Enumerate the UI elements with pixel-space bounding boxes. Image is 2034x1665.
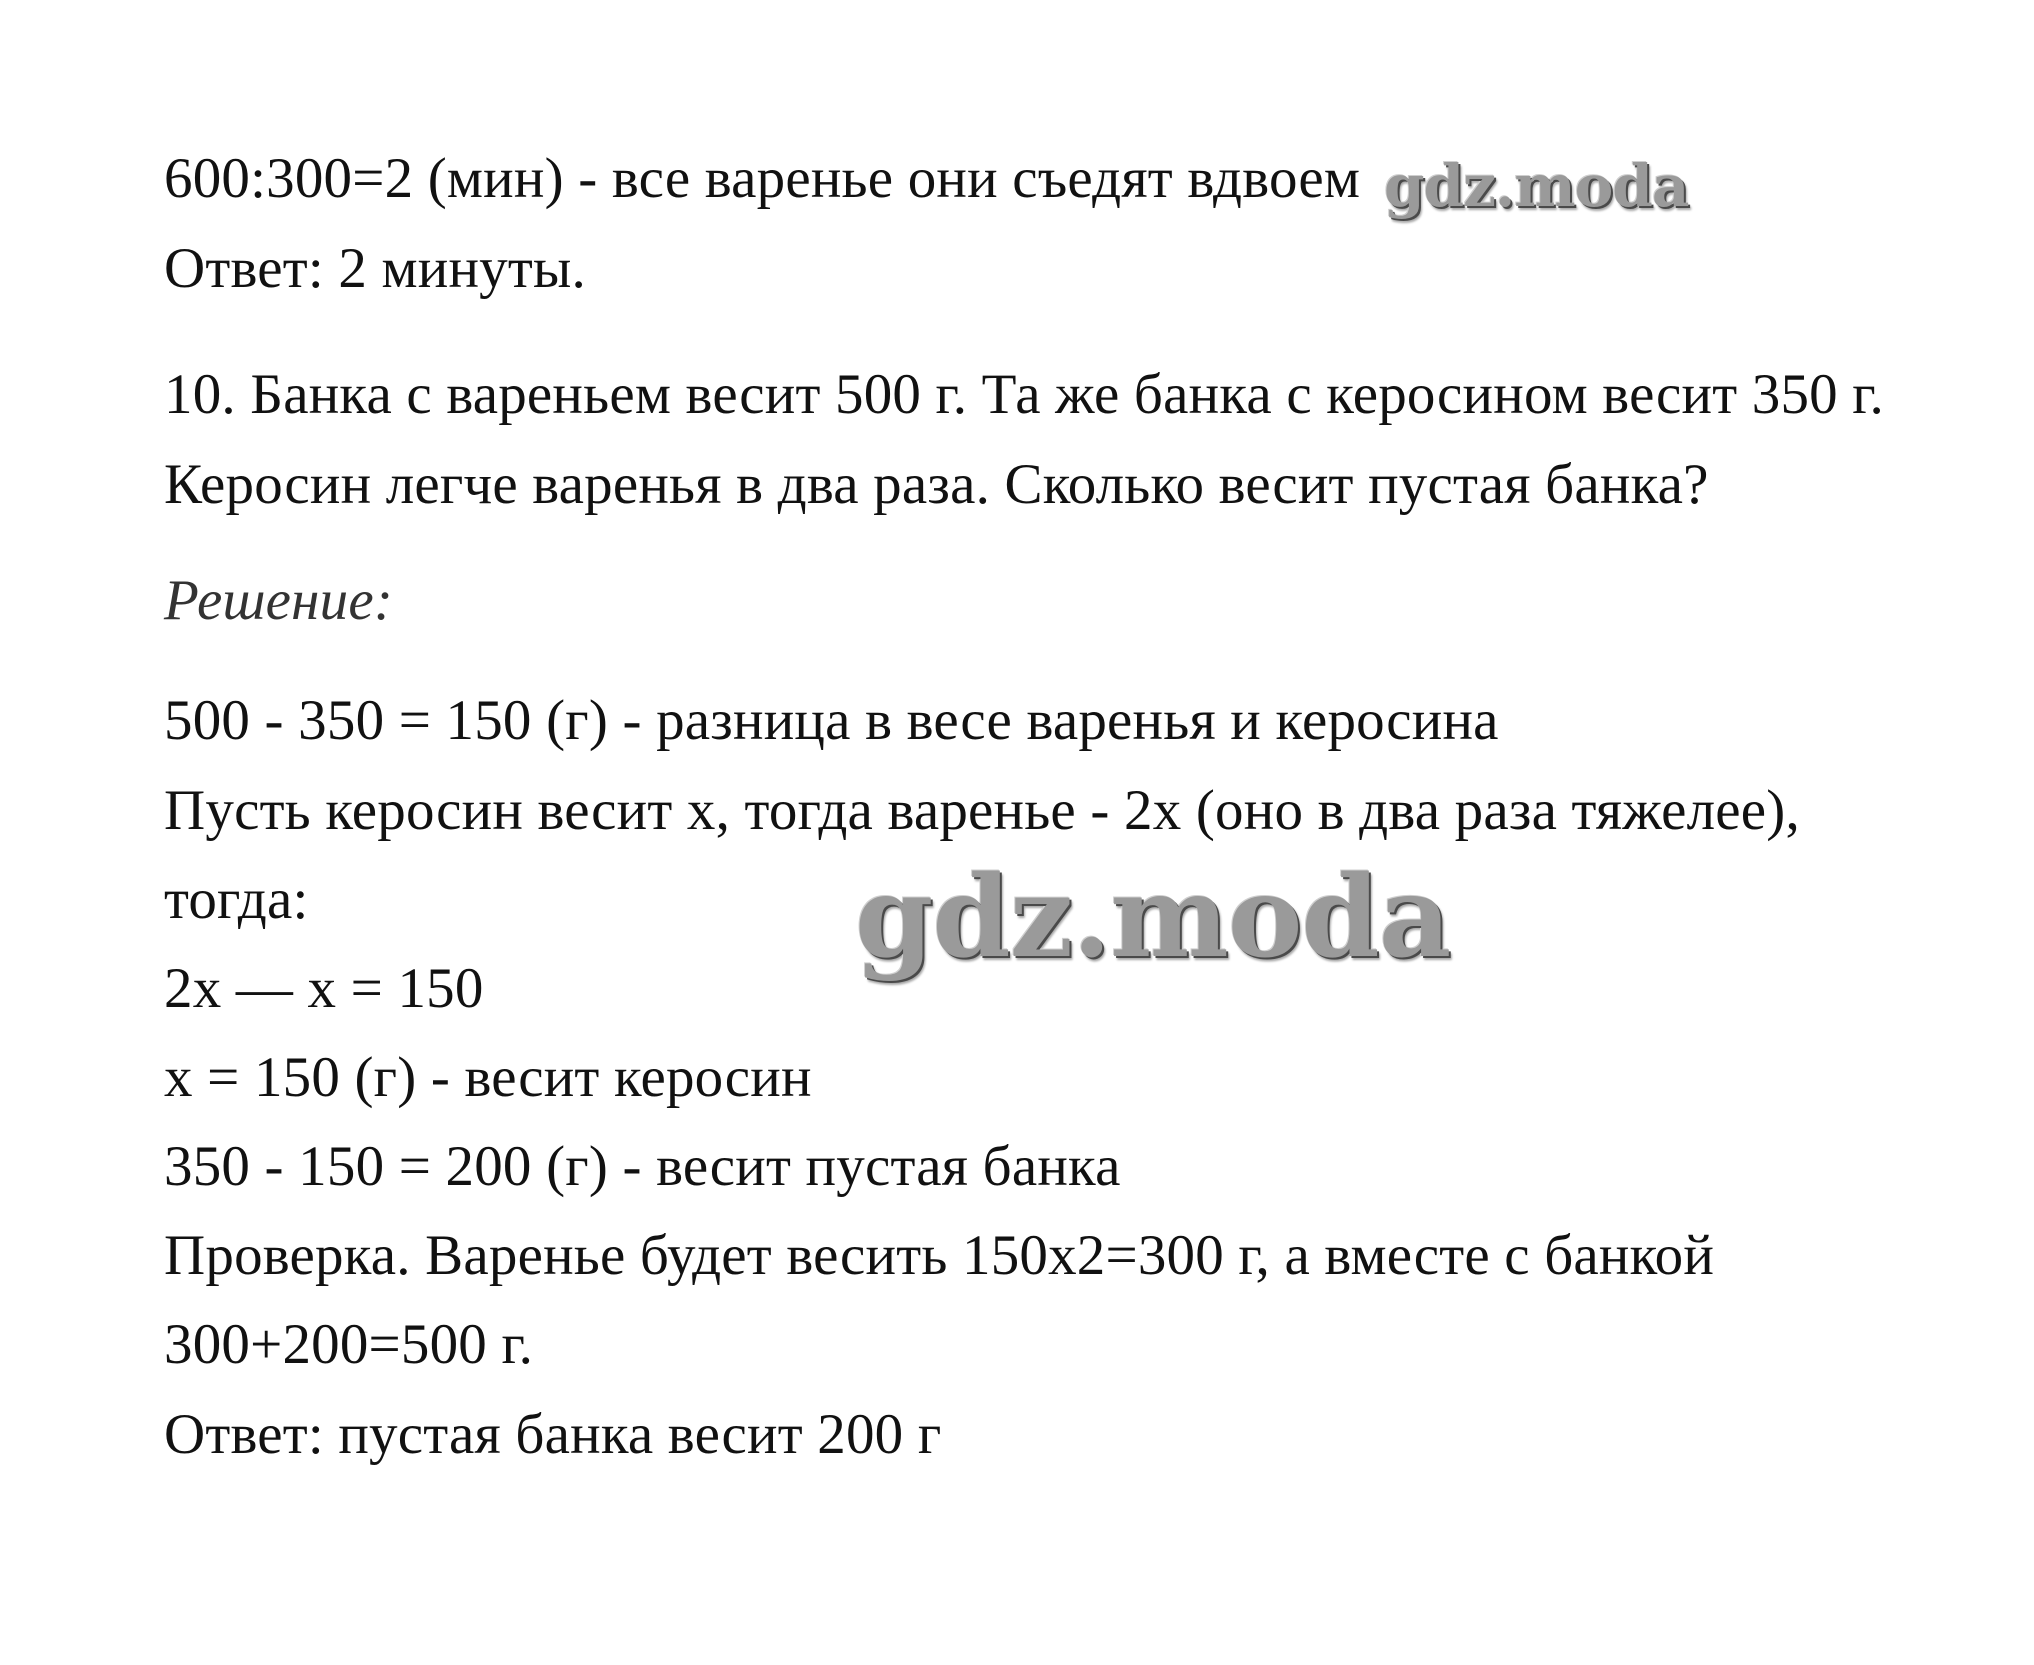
solution-jar-weight: 350 - 150 = 200 (г) - весит пустая банка [164,1135,1121,1198]
solution-step-then: тогда: [164,868,309,931]
watermark-logo-large: gdz.moda [855,852,1451,983]
task-10-statement-line-2: Керосин легче варенья в два раза. Сколько весит пустая банка? [164,453,1709,516]
solution-step-difference: 500 - 350 = 150 (г) - разница в весе варенья и керосина [164,689,1499,752]
watermark-logo-small: gdz.moda [1384,152,1689,220]
check-line-2: 300+200=500 г. [164,1313,534,1376]
solution-kerosene-weight: х = 150 (г) - весит керосин [164,1046,812,1109]
solution-heading: Решение: [164,569,394,632]
solution-equation: 2х — х = 150 [164,957,484,1020]
final-answer: Ответ: пустая банка весит 200 г [164,1403,942,1466]
solution-line-previous-task: 600:300=2 (мин) - все варенье они съедят вдвоем [164,147,1361,210]
solution-step-let: Пусть керосин весит х, тогда варенье - 2х (оно в два раза тяжелее), [164,779,1800,842]
task-10-statement-line-1: 10. Банка с вареньем весит 500 г. Та же банка с керосином весит 350 г. [164,363,1884,426]
answer-previous-task: Ответ: 2 минуты. [164,237,586,300]
check-line-1: Проверка. Варенье будет весить 150х2=300 г, а вместе с банкой [164,1224,1715,1287]
